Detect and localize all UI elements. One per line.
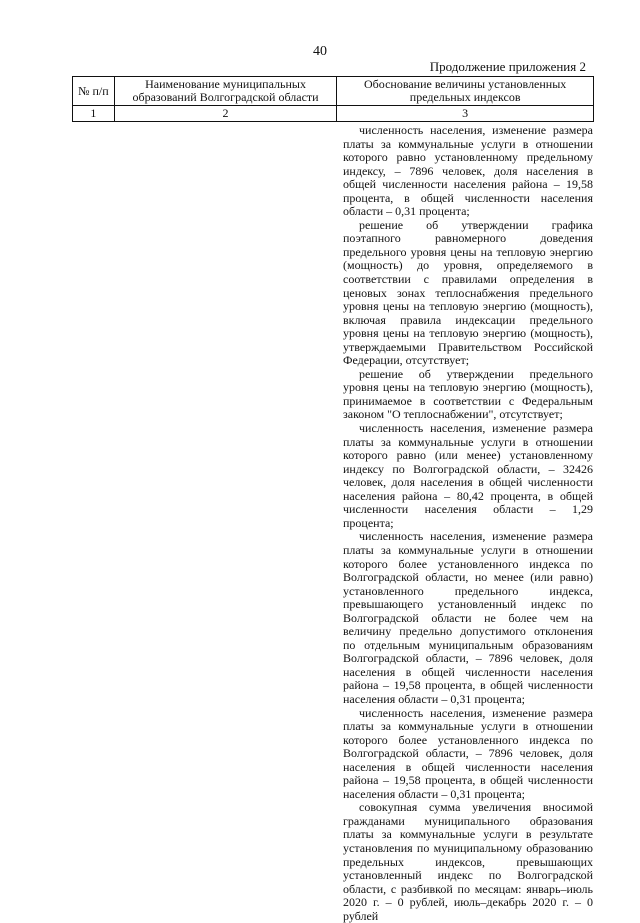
page-number: 40 [313,44,327,59]
continuation-label: Продолжение приложения 2 [429,59,586,74]
header-row [73,77,594,106]
paragraph: численность населения, изменение размера платы за коммунальные услуги в отношении которого более установленного индекса по Волгоградской области, но менее (или равно) установленного предельного индекса, превышающего установленный индекс по Волгоградской области не более чем на величину предельно допустимого отклонения по отдельным муниципальным образованиям Волгоградской области, – 7896 человек, доля населения в общей численности населения района – 19,58 процента, в общей численности населения области – 0,31 процента; [343,529,593,706]
paragraph: численность населения, изменение размера платы за коммунальные услуги в отношении которого равно (или менее) установленному индексу по Волгоградской области, – 32426 человек, доля населения в общей численности населения района – 80,42 процента, в общей численности населения области – 1,29 процента; [343,421,593,530]
column-number-1: 1 [73,106,115,122]
header-col-number: № п/п [73,77,115,106]
justification-text [343,124,593,923]
column-number-3: 3 [337,106,594,122]
column-number-row [73,106,594,122]
paragraph: решение об утверждении предельного уровня цены на тепловую энергию (мощность), принимаемое в соответствии с Федеральным законом "О теплоснабжении", отсутствует; [343,366,593,422]
paragraph: численность населения, изменение размера платы за коммунальные услуги в отношении которого более установленного индекса по Волгоградской области, – 7896 человек, доля населения в общей численности населения района – 19,58 процента, в общей численности населения области – 0,31 процента; [343,705,593,801]
paragraph: совокупная сумма увеличения вносимой гражданами муниципального образования платы за коммунальные услуги в результате установления по муниципальному образованию предельных индексов, превышающих установленный индекс по Волгоградской области, с разбивкой по месяцам: январь–июль 2020 г. – 0 рублей, июль–декабрь 2020 г. – 0 рублей [343,800,593,923]
column-number-2: 2 [114,106,337,122]
header-col-justification: Обоснование величины установленных предельных индексов [337,77,594,106]
paragraph: численность населения, изменение размера платы за коммунальные услуги в отношении которого равно установленному предельному индексу, – 7896 человек, доля населения в общей численности населения района – 19,58 процента, в общей численности населения области – 0,31 процента; [343,123,593,219]
paragraph: решение об утверждении графика поэтапного равномерного доведения предельного уровня цены на тепловую энергию (мощность) до уровня, определяемого в соответствии с правилами определения в ценовых зонах теплоснабжения предельного уровня цены на тепловую энергию (мощность), включая правила индексации предельного уровня цены на тепловую энергию (мощность), утверждаемыми Правительством Российской Федерации, отсутствует; [343,217,593,368]
header-col-municipality: Наименование муниципальных образований Волгоградской области [114,77,337,106]
header-table [72,76,594,122]
